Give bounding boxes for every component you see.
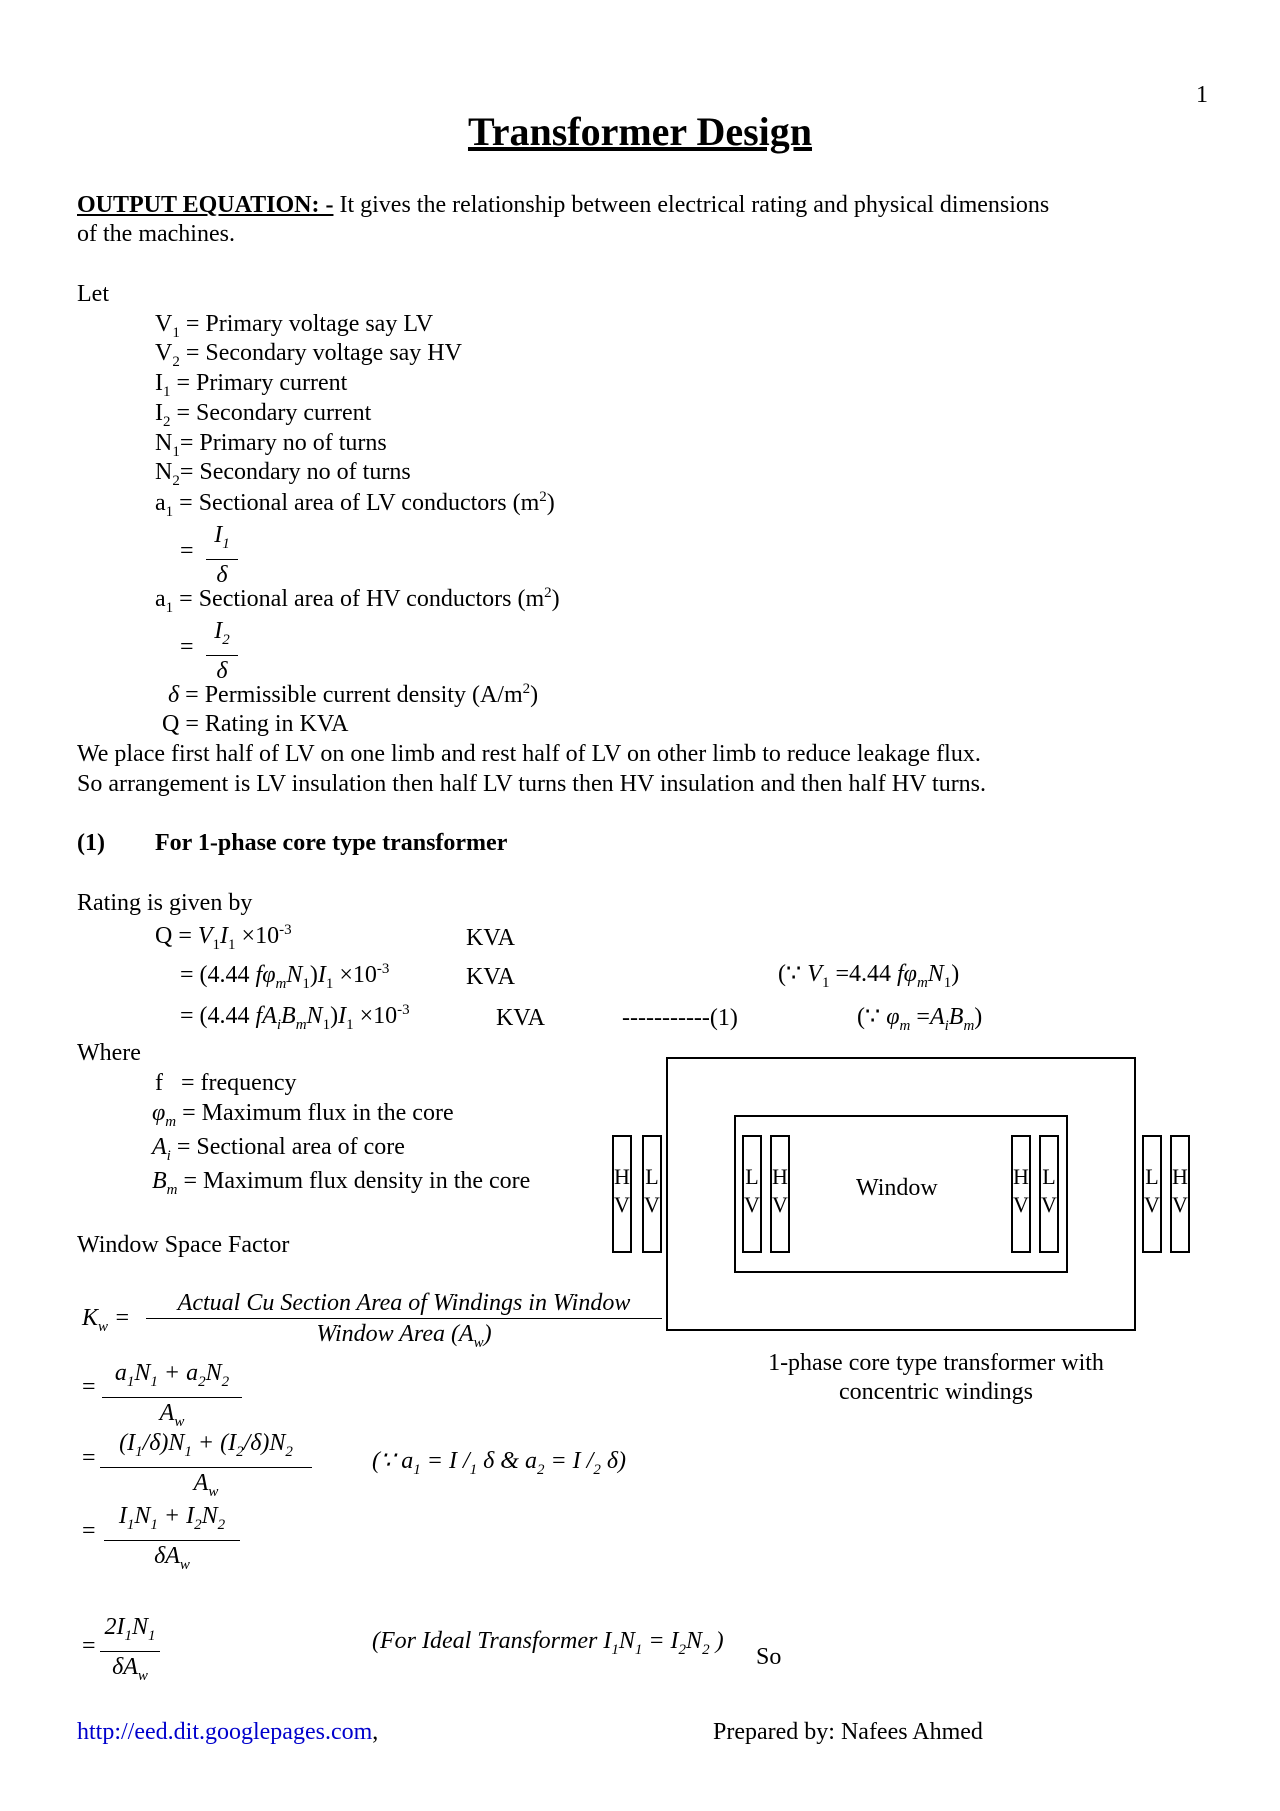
footer-link[interactable]: http://eed.dit.googlepages.com: [77, 1719, 373, 1745]
paragraph-1: We place first half of LV on one limb and rest half of LV on other limb to reduce leakage flux.: [77, 741, 981, 767]
def-q: Q = Rating in KVA: [162, 711, 349, 737]
rating-eq-3: = (4.44 $fA_iB_mN_1)I_1 \times 10^{-3}$: [180, 1002, 410, 1033]
coil-right-inner-hv: H V: [1011, 1135, 1031, 1253]
rating-eq-3-unit: KVA: [496, 1005, 545, 1031]
rating-eq-2: = (4.44 $f\varphi_mN_1)I_1 \times 10^{-3}$: [180, 961, 390, 992]
section-number: (1): [77, 830, 105, 856]
footer-link-line: [77, 1719, 378, 1746]
kw-fraction: Actual Cu Section Area of Windings in Window Window Area $(A_w)$: [146, 1288, 662, 1358]
eq-wsf-2-equals: =: [82, 1445, 96, 1471]
rating-label: Rating is given by: [77, 890, 253, 916]
def-v2: $V_2$ = Secondary voltage say HV: [155, 340, 462, 370]
eq-a1-equals: =: [180, 538, 194, 564]
coil-left-inner-lv: L V: [742, 1135, 762, 1253]
eq-wsf-3: $I_1N_1 + I_2N_2$ $\delta A_w$: [104, 1501, 240, 1580]
where-f: f = frequency: [155, 1070, 297, 1096]
where-label: Where: [77, 1040, 141, 1066]
window-label: Window: [856, 1175, 938, 1201]
eq-wsf-4-equals: =: [82, 1633, 96, 1659]
page-title: Transformer Design: [467, 109, 813, 154]
where-bm: $B_m$ = Maximum flux density in the core: [152, 1168, 531, 1198]
coil-left-outer-lv: L V: [642, 1135, 662, 1253]
where-phi: $\varphi_m$ = Maximum flux in the core: [152, 1100, 454, 1130]
kw-symbol: $K_w$ =: [82, 1305, 131, 1335]
rating-eq-3-note: (∵ $\varphi_m =A_iB_m$): [857, 1004, 983, 1034]
footer-prepared-by: Prepared by: Nafees Ahmed: [713, 1719, 983, 1745]
eq-a2-equals: =: [180, 634, 194, 660]
wsf-label: Window Space Factor: [77, 1232, 290, 1258]
so-text: So: [756, 1644, 782, 1670]
eq-wsf-4: $2I_1N_1$ $\delta A_w$: [100, 1612, 160, 1691]
rating-eq-1-unit: KVA: [466, 925, 515, 951]
coil-right-outer-lv: L V: [1142, 1135, 1162, 1253]
def-a2: $a_1$ = Sectional area of HV conductors $(m^2)$: [155, 585, 560, 616]
diagram-caption-1: 1-phase core type transformer with: [768, 1350, 1104, 1376]
paragraph-2: So arrangement is LV insulation then half LV turns then HV insulation and then half HV turns.: [77, 771, 987, 797]
ideal-transformer-note: (For Ideal Transformer $I_1N_1 = I_2N_2$ ): [372, 1628, 724, 1658]
def-i1: $I_1$ = Primary current: [155, 370, 348, 400]
def-delta: δ = Permissible current density $(A/m^2)$: [168, 681, 539, 708]
intro-line: [77, 192, 1049, 219]
eq-wsf-1-equals: =: [82, 1374, 96, 1400]
rating-eq-1: $Q = V_1I_1 \times 10^{-3}$: [155, 922, 292, 953]
def-a1: $a_1$ = Sectional area of LV conductors $(m^2)$: [155, 489, 555, 520]
rating-eq-2-unit: KVA: [466, 964, 515, 990]
section-title: For 1-phase core type transformer: [155, 830, 508, 856]
coil-left-outer-hv: H V: [612, 1135, 632, 1253]
where-ai: $A_i$ = Sectional area of core: [152, 1134, 405, 1164]
intro-text: It gives the relationship between electrical rating and physical dimensions: [333, 192, 1050, 218]
footer-comma: ,: [372, 1719, 379, 1745]
coil-right-outer-hv: H V: [1170, 1135, 1190, 1253]
intro-text-2: of the machines.: [77, 221, 235, 247]
eq-i2-over-delta: $\frac{I_2}{\delta}$: [206, 616, 238, 686]
def-n1: $N_1=$ Primary no of turns: [155, 430, 387, 460]
output-equation-heading: OUTPUT EQUATION: -: [77, 192, 334, 218]
coil-right-inner-lv: L V: [1039, 1135, 1059, 1253]
def-n2: $N_2=$ Secondary no of turns: [155, 459, 411, 489]
rating-eq-2-note: (∵ $V_1 =4.44$ $f\varphi_mN_1$): [778, 961, 960, 991]
eq-wsf-2: $\frac{(I_1/\delta)N_1 + (I_2/\delta)N_2}{A_w}$: [100, 1428, 312, 1507]
def-v1: $V_1$ = Primary voltage say LV: [155, 311, 434, 341]
equation-reference: -----------(1): [622, 1005, 738, 1031]
eq-wsf-1: $\frac{a_1N_1 + a_2N_2}{A_w}$: [102, 1358, 242, 1437]
eq-wsf-2-note: (∵ $a_1 = I$ $/_1$ δ & $a_2 = I$ $/_2$ δ): [372, 1448, 626, 1478]
def-i2: $I_2$ = Secondary current: [155, 400, 372, 430]
coil-left-inner-hv: H V: [770, 1135, 790, 1253]
eq-wsf-3-equals: =: [82, 1518, 96, 1544]
let-label: Let: [77, 281, 109, 307]
page-number: 1: [1196, 82, 1208, 108]
eq-i1-over-delta: $\frac{I_1}{\delta}$: [206, 520, 238, 590]
diagram-caption-2: concentric windings: [839, 1379, 1033, 1405]
